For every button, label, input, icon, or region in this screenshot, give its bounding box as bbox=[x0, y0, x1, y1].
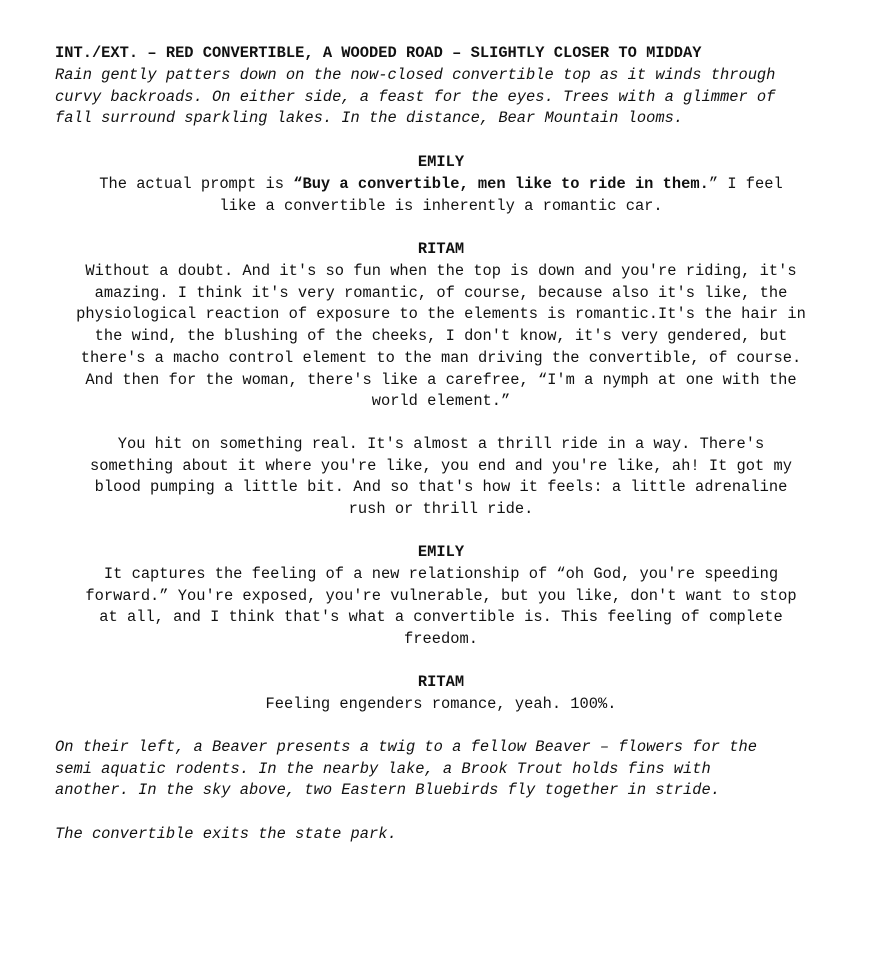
dialogue bbox=[0, 261, 882, 413]
action-line: fall surround sparkling lakes. In the distance, Bear Mountain looms. bbox=[55, 109, 684, 128]
action-line: curvy backroads. On either side, a feast for the eyes. Trees with a glimmer of bbox=[55, 87, 776, 106]
dialogue-text: ” I feel bbox=[708, 175, 783, 193]
dialogue-line: world element.” bbox=[371, 392, 511, 411]
dialogue-line: Feeling engenders romance, yeah. 100%. bbox=[265, 695, 617, 713]
dialogue bbox=[0, 434, 882, 521]
dialogue-line: something about it where you're like, you end and you're like, ah! It got my bbox=[90, 456, 792, 475]
quoted-prompt: “Buy a convertible, men like to ride in them. bbox=[293, 175, 709, 193]
dialogue-text: The actual prompt is bbox=[99, 175, 294, 193]
dialogue-line: amazing. I think it's very romantic, of course, because also it's like, the bbox=[94, 283, 788, 302]
dialogue-line: at all, and I think that's what a convertible is. This feeling of complete bbox=[99, 608, 783, 627]
dialogue-line: physiological reaction of exposure to the elements is romantic.It's the hair in bbox=[76, 305, 806, 324]
action-line: semi aquatic rodents. In the nearby lake, a Brook Trout holds fins with bbox=[55, 759, 711, 778]
dialogue-line: forward.” You're exposed, you're vulnerable, but you like, don't want to stop bbox=[85, 586, 797, 605]
dialogue-line: And then for the woman, there's like a carefree, “I'm a nymph at one with the bbox=[85, 370, 797, 389]
dialogue bbox=[0, 694, 882, 716]
dialogue-line: Without a doubt. And it's so fun when the top is down and you're riding, it's bbox=[85, 262, 797, 280]
action-line: Rain gently patters down on the now-closed convertible top as it winds through bbox=[55, 66, 776, 84]
dialogue-line: blood pumping a little bit. And so that's how it feels: a little adrenaline bbox=[94, 478, 788, 497]
action-description bbox=[55, 737, 855, 802]
character-name: EMILY bbox=[417, 153, 465, 171]
action-line: On their left, a Beaver presents a twig to a fellow Beaver – flowers for the bbox=[55, 738, 757, 756]
dialogue-line bbox=[0, 174, 882, 196]
scene-heading: INT./EXT. – RED CONVERTIBLE, A WOODED ROAD – SLIGHTLY CLOSER TO MIDDAY bbox=[55, 44, 702, 62]
action-line: The convertible exits the state park. bbox=[55, 825, 397, 843]
dialogue-line: freedom. bbox=[404, 630, 478, 649]
dialogue-line: the wind, the blushing of the cheeks, I don't know, it's very gendered, but bbox=[94, 327, 788, 346]
dialogue-line: like a convertible is inherently a romantic car. bbox=[219, 196, 663, 215]
dialogue-line: there's a macho control element to the man driving the convertible, of course. bbox=[80, 348, 802, 367]
dialogue bbox=[0, 174, 882, 217]
action-description bbox=[55, 824, 855, 846]
dialogue-line: You hit on something real. It's almost a thrill ride in a way. There's bbox=[117, 435, 765, 453]
character-name: RITAM bbox=[417, 673, 465, 691]
character-name: RITAM bbox=[417, 240, 465, 258]
character-name: EMILY bbox=[417, 543, 465, 561]
action-line: another. In the sky above, two Eastern Bluebirds fly together in stride. bbox=[55, 781, 720, 800]
dialogue bbox=[0, 564, 882, 651]
action-description bbox=[55, 65, 855, 130]
dialogue-line: rush or thrill ride. bbox=[348, 500, 534, 519]
dialogue-line: It captures the feeling of a new relationship of “oh God, you're speeding bbox=[103, 565, 779, 583]
